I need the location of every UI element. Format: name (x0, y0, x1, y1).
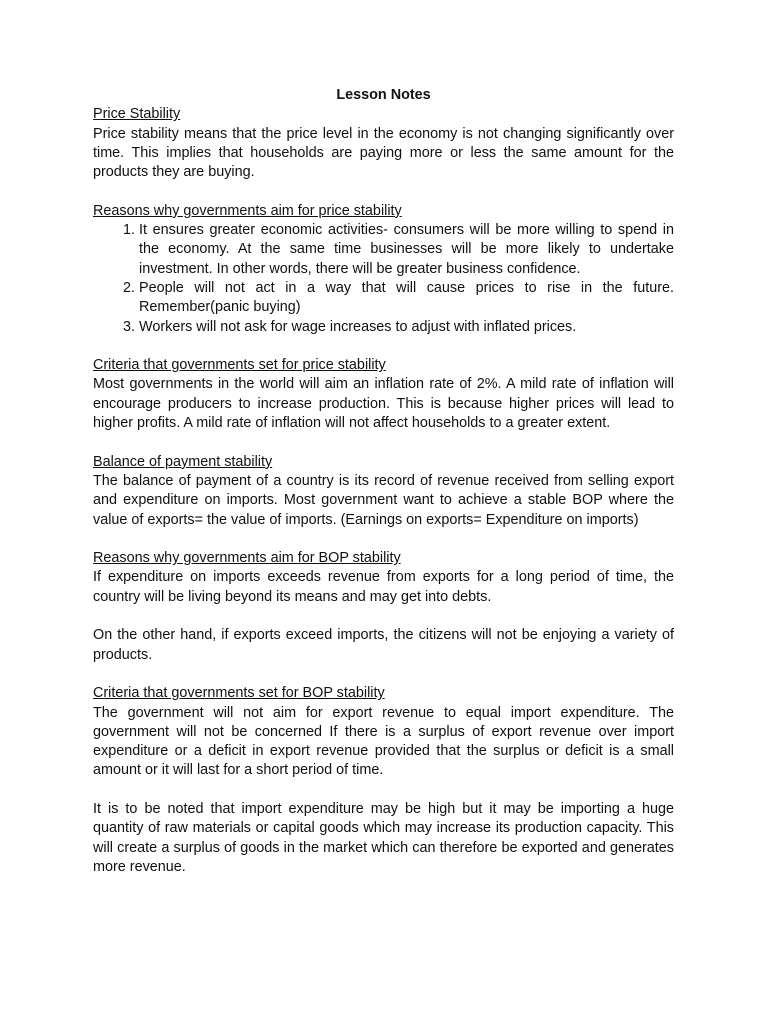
spacer (93, 781, 674, 800)
list-item: 3. Workers will not ask for wage increases to adjust with inflated prices. (139, 318, 674, 337)
paragraph-reasons-bop-2: On the other hand, if exports exceed imports, the citizens will not be enjoying a variety of products. (93, 627, 674, 663)
spacer (93, 433, 674, 452)
paragraph-bop-stability: The balance of payment of a country is its record of revenue received from selling export and expenditure on imports. Most government want to achieve a stable BOP where the value of exports= the value of imports. (Earnings on exports= Expenditure on imports) (93, 472, 674, 528)
list-item: 1. It ensures greater economic activities- consumers will be more willing to spend in the economy. At the same time businesses will be more likely to undertake investment. In other words, there will be greater business confidence. (139, 221, 674, 279)
list-item: 2. People will not act in a way that will cause prices to rise in the future. Remember(panic buying) (139, 279, 674, 318)
spacer (93, 337, 674, 356)
heading-reasons-bop: Reasons why governments aim for BOP stability (93, 550, 401, 567)
spacer (93, 530, 674, 549)
heading-bop-stability: Balance of payment stability (93, 453, 273, 470)
heading-criteria-price: Criteria that governments set for price stability (93, 357, 386, 374)
spacer (93, 607, 674, 626)
heading-criteria-bop: Criteria that governments set for BOP stability (93, 685, 385, 702)
heading-reasons-price: Reasons why governments aim for price stability (93, 202, 402, 219)
paragraph-price-stability: Price stability means that the price level in the economy is not changing significantly over time. This implies that households are paying more or less the same amount for the products they are buying. (93, 125, 674, 181)
paragraph-criteria-price: Most governments in the world will aim an inflation rate of 2%. A mild rate of inflation will encourage producers to increase production. This is because higher prices will lead to higher profits. A mild rate of inflation will not affect households to a greater extent. (93, 376, 674, 432)
spacer (93, 665, 674, 684)
reasons-price-list (93, 221, 674, 337)
heading-price-stability: Price Stability (93, 106, 181, 123)
paragraph-criteria-bop-2: It is to be noted that import expenditure may be high but it may be importing a huge quantity of raw materials or capital goods which may increase its production capacity. This will create a surplus of goods in the market which can therefore be exported and generates more revenue. (93, 800, 674, 875)
paragraph-criteria-bop-1: The government will not aim for export revenue to equal import expenditure. The government will not be concerned If there is a surplus of export revenue over import expenditure or a deficit in export revenue provided that the surplus or deficit is a small amount or it will last for a short period of time. (93, 704, 674, 779)
paragraph-reasons-bop-1: If expenditure on imports exceeds revenue from exports for a long period of time, the country will be living beyond its means and may get into debts. (93, 569, 674, 605)
spacer (93, 182, 674, 201)
page-title: Lesson Notes (336, 87, 431, 103)
